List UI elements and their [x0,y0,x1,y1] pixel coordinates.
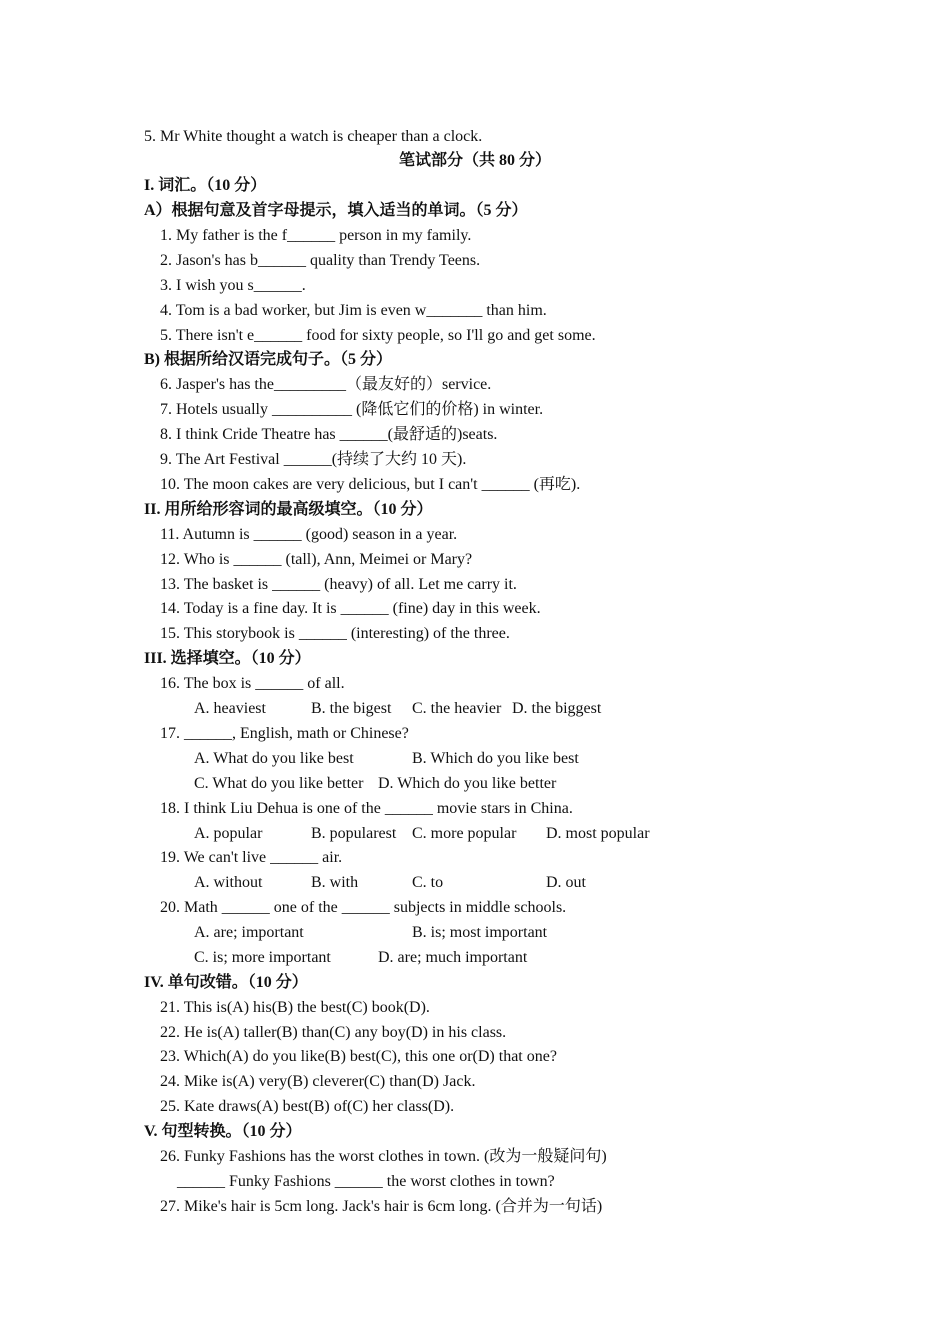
question-18-option-d: D. most popular [546,825,650,842]
question-17-option-a: A. What do you like best [194,750,354,767]
question-7: 7. Hotels usually __________ (降低它们的价格) in winter. [160,401,544,418]
question-27: 27. Mike's hair is 5cm long. Jack's hair is 6cm long. (合并为一句话) [160,1198,603,1215]
section-4-heading: IV. 单句改错。（10 分） [144,974,308,991]
question-20-option-b: B. is; most important [412,924,548,941]
question-20-option-d: D. are; much important [378,949,528,966]
question-19-option-d: D. out [546,874,586,891]
question-22: 22. He is(A) taller(B) than(C) any boy(D) in his class. [160,1024,507,1041]
question-19-stem: 19. We can't live ______ air. [160,849,343,866]
question-17-option-c: C. What do you like better [194,775,364,792]
question-17-option-b: B. Which do you like best [412,750,579,767]
section-1-heading: I. 词汇。（10 分） [144,177,267,194]
question-4: 4. Tom is a bad worker, but Jim is even w_______ than him. [160,302,547,319]
question-26-answer-line: ______ Funky Fashions ______ the worst clothes in town? [177,1173,555,1190]
question-23: 23. Which(A) do you like(B) best(C), this one or(D) that one? [160,1048,557,1065]
question-5: 5. There isn't e______ food for sixty people, so I'll go and get some. [160,327,596,344]
question-20-option-c: C. is; more important [194,949,331,966]
question-20-stem: 20. Math ______ one of the ______ subjects in middle schools. [160,899,567,916]
question-9: 9. The Art Festival ______(持续了大约 10 天). [160,451,467,468]
question-18-option-a: A. popular [194,825,263,842]
question-1: 1. My father is the f______ person in my family. [160,227,472,244]
question-25: 25. Kate draws(A) best(B) of(C) her class(D). [160,1098,455,1115]
question-2: 2. Jason's has b______ quality than Trendy Teens. [160,252,481,269]
question-13: 13. The basket is ______ (heavy) of all. Let me carry it. [160,576,517,593]
question-26: 26. Funky Fashions has the worst clothes in town. (改为一般疑问句) [160,1148,607,1165]
question-21: 21. This is(A) his(B) the best(C) book(D). [160,999,430,1016]
question-18-stem: 18. I think Liu Dehua is one of the ______ movie stars in China. [160,800,573,817]
question-16-stem: 16. The box is ______ of all. [160,675,345,692]
question-24: 24. Mike is(A) very(B) cleverer(C) than(D) Jack. [160,1073,476,1090]
section-1-part-a-heading: A）根据句意及首字母提示，填入适当的单词。（5 分） [144,202,528,219]
question-17-option-d: D. Which do you like better [378,775,557,792]
question-11: 11. Autumn is ______ (good) season in a year. [160,526,458,543]
question-3: 3. I wish you s______. [160,277,306,294]
question-16-option-a: A. heaviest [194,700,266,717]
question-12: 12. Who is ______ (tall), Ann, Meimei or Mary? [160,551,473,568]
intro-line: 5. Mr White thought a watch is cheaper than a clock. [144,128,483,145]
question-15: 15. This storybook is ______ (interesting) of the three. [160,625,510,642]
section-2-heading: II. 用所给形容词的最高级填空。（10 分） [144,501,433,518]
question-10: 10. The moon cakes are very delicious, but I can't ______ (再吃). [160,476,581,493]
question-19-option-a: A. without [194,874,263,891]
question-18-option-b: B. popularest [311,825,397,842]
question-17-stem: 17. ______, English, math or Chinese? [160,725,409,742]
question-19-option-b: B. with [311,874,359,891]
question-16-option-c: C. the heavier [412,700,502,717]
question-16-option-d: D. the biggest [512,700,602,717]
section-5-heading: V. 句型转换。（10 分） [144,1123,302,1140]
question-6: 6. Jasper's has the_________（最友好的）service. [160,376,492,393]
question-16-option-b: B. the bigest [311,700,392,717]
question-14: 14. Today is a fine day. It is ______ (fine) day in this week. [160,600,541,617]
question-8: 8. I think Cride Theatre has ______(最舒适的)seats. [160,426,498,443]
section-3-heading: III. 选择填空。（10 分） [144,650,311,667]
question-20-option-a: A. are; important [194,924,304,941]
section-1-part-b-heading: B) 根据所给汉语完成句子。（5 分） [144,351,393,368]
question-19-option-c: C. to [412,874,444,891]
page-title: 笔试部分（共 80 分） [398,152,551,169]
question-18-option-c: C. more popular [412,825,517,842]
